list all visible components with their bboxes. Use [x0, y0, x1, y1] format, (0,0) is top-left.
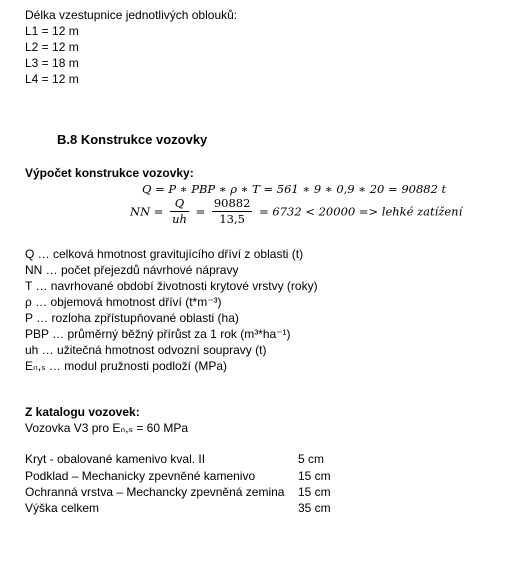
arc-lengths-heading: Délka vzestupnice jednotlivých oblouků: — [25, 8, 238, 22]
equation-nn — [130, 196, 462, 227]
section-heading: B.8 Konstrukce vozovky — [57, 132, 208, 147]
layer-name-3: Ochranná vrstva – Mechancky zpevněná zemina — [25, 485, 285, 499]
legend-item-pbp: PBP … průměrný běžný přírůst za 1 rok (m³*ha⁻¹) — [25, 327, 291, 341]
fraction-numeric — [212, 196, 253, 227]
equation-nn-lhs: NN = — [130, 204, 164, 219]
arc-length-l2: L2 = 12 m — [25, 40, 79, 54]
catalog-subtitle: Vozovka V3 pro Eₙ,ₛ = 60 MPa — [25, 421, 189, 435]
legend-item-p: P … rozloha zpřístupňované oblasti (ha) — [25, 311, 239, 325]
layer-name-2: Podklad – Mechanicky zpevněné kamenivo — [25, 469, 256, 483]
legend-item-nn: NN … počet přejezdů návrhové nápravy — [25, 263, 239, 277]
legend-item-ens: Eₙ,ₛ … modul pružnosti podloží (MPa) — [25, 359, 228, 373]
calc-heading: Výpočet konstrukce vozovky: — [25, 166, 194, 180]
arc-length-l1: L1 = 12 m — [25, 24, 79, 38]
layer-name-total: Výška celkem — [25, 501, 100, 515]
legend-item-t: T … navrhované období životnosti krytové vrstvy (roky) — [25, 279, 318, 293]
fraction-numeric-denominator: 13,5 — [219, 212, 245, 226]
legend-item-rho: ρ … objemová hmotnost dříví (t*m⁻³) — [25, 295, 222, 309]
equation-nn-result: = 6732 < 20000 => lehké zatížení — [259, 204, 463, 219]
arc-length-l4: L4 = 12 m — [25, 72, 79, 86]
layer-name-1: Kryt - obalované kamenivo kval. II — [25, 452, 206, 466]
fraction-q-uh — [170, 196, 189, 227]
catalog-heading: Z katalogu vozovek: — [25, 405, 140, 419]
arc-length-l3: L3 = 18 m — [25, 56, 79, 70]
legend-item-q: Q … celková hmotnost gravitujícího dříví z oblasti (t) — [25, 247, 304, 261]
layer-thickness-1: 5 cm — [298, 452, 325, 466]
layer-thickness-3: 15 cm — [298, 485, 331, 499]
equation-nn-equals: = — [195, 204, 206, 219]
equation-q: Q = P ∗ PBP ∗ ρ ∗ T = 561 ∗ 9 ∗ 0,9 ∗ 20 = 90882 t — [142, 182, 447, 196]
layer-thickness-2: 15 cm — [298, 469, 331, 483]
fraction-q-denominator: uh — [172, 212, 187, 226]
fraction-q-numerator: Q — [170, 196, 189, 212]
fraction-numeric-numerator: 90882 — [213, 196, 251, 210]
layer-thickness-total: 35 cm — [298, 501, 331, 515]
legend-item-uh: uh … užitečná hmotnost odvozní soupravy (t) — [25, 343, 267, 357]
